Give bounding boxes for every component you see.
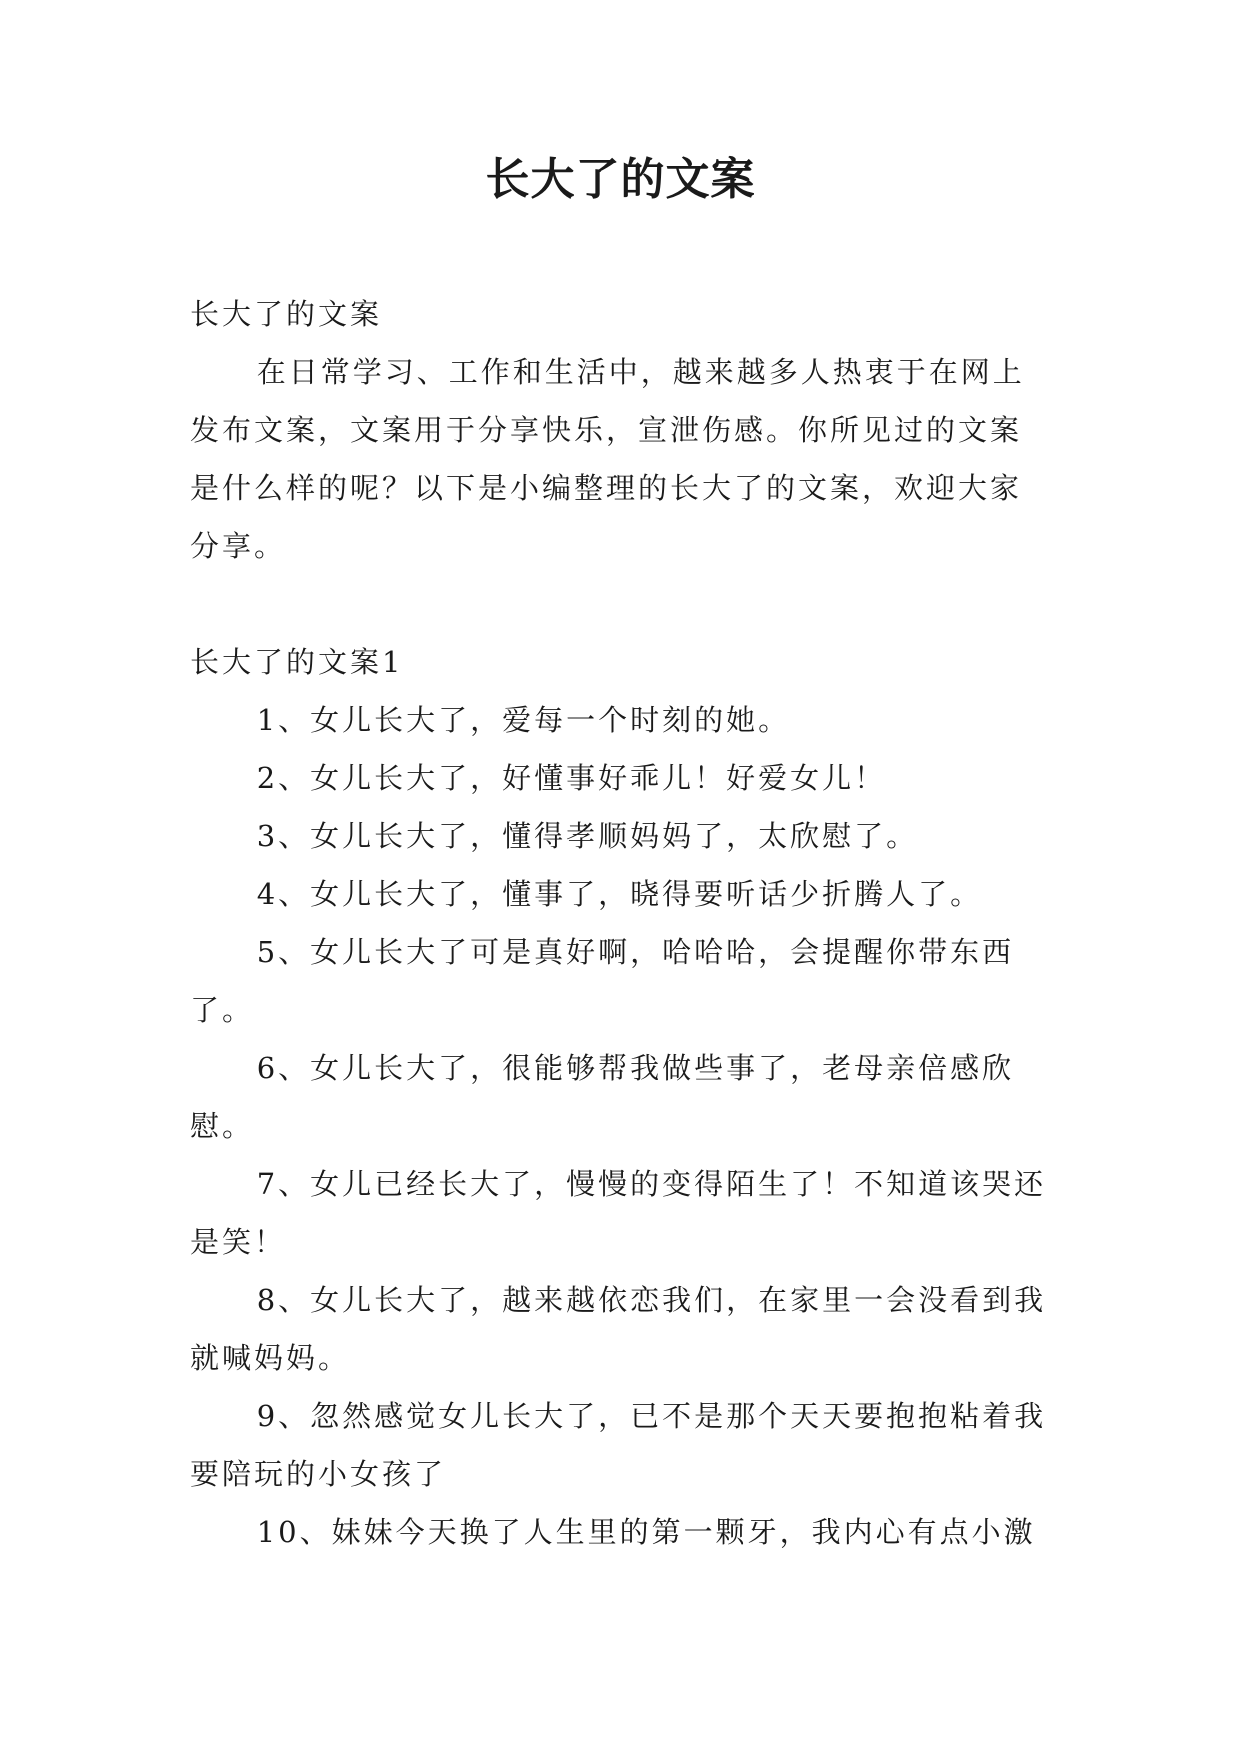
- section-spacer: [190, 575, 1050, 633]
- list-item: 3、女儿长大了，懂得孝顺妈妈了，太欣慰了。: [256, 819, 919, 853]
- intro-paragraph: 在日常学习、工作和生活中，越来越多人热衷于在网上发布文案，文案用于分享快乐，宣泄伤感。你所见过的文案是什么样的呢？以下是小编整理的长大了的文案，欢迎大家分享。: [190, 355, 1025, 563]
- list-item: 8、女儿长大了，越来越依恋我们，在家里一会没看到我就喊妈妈。: [190, 1283, 1047, 1375]
- list-item: 2、女儿长大了，好懂事好乖儿！好爱女儿！: [256, 761, 887, 795]
- list-item: 9、忽然感觉女儿长大了，已不是那个天天要抱抱粘着我要陪玩的小女孩了: [190, 1399, 1047, 1491]
- section-heading: 长大了的文案1: [190, 645, 404, 679]
- list-item: 1、女儿长大了，爱每一个时刻的她。: [256, 703, 791, 737]
- list-item: 4、女儿长大了，懂事了，晓得要听话少折腾人了。: [256, 877, 983, 911]
- list-item: 6、女儿长大了，很能够帮我做些事了，老母亲倍感欣慰。: [190, 1051, 1015, 1143]
- list-item: 5、女儿长大了可是真好啊，哈哈哈，会提醒你带东西了。: [190, 935, 1015, 1027]
- document-body: [190, 285, 1050, 1561]
- list-item: 10、妹妹今天换了人生里的第一颗牙，我内心有点小激: [256, 1515, 1036, 1549]
- document-title: 长大了的文案: [485, 154, 756, 205]
- list-item: 7、女儿已经长大了，慢慢的变得陌生了！不知道该哭还是笑！: [190, 1167, 1047, 1259]
- intro-heading: 长大了的文案: [190, 297, 383, 331]
